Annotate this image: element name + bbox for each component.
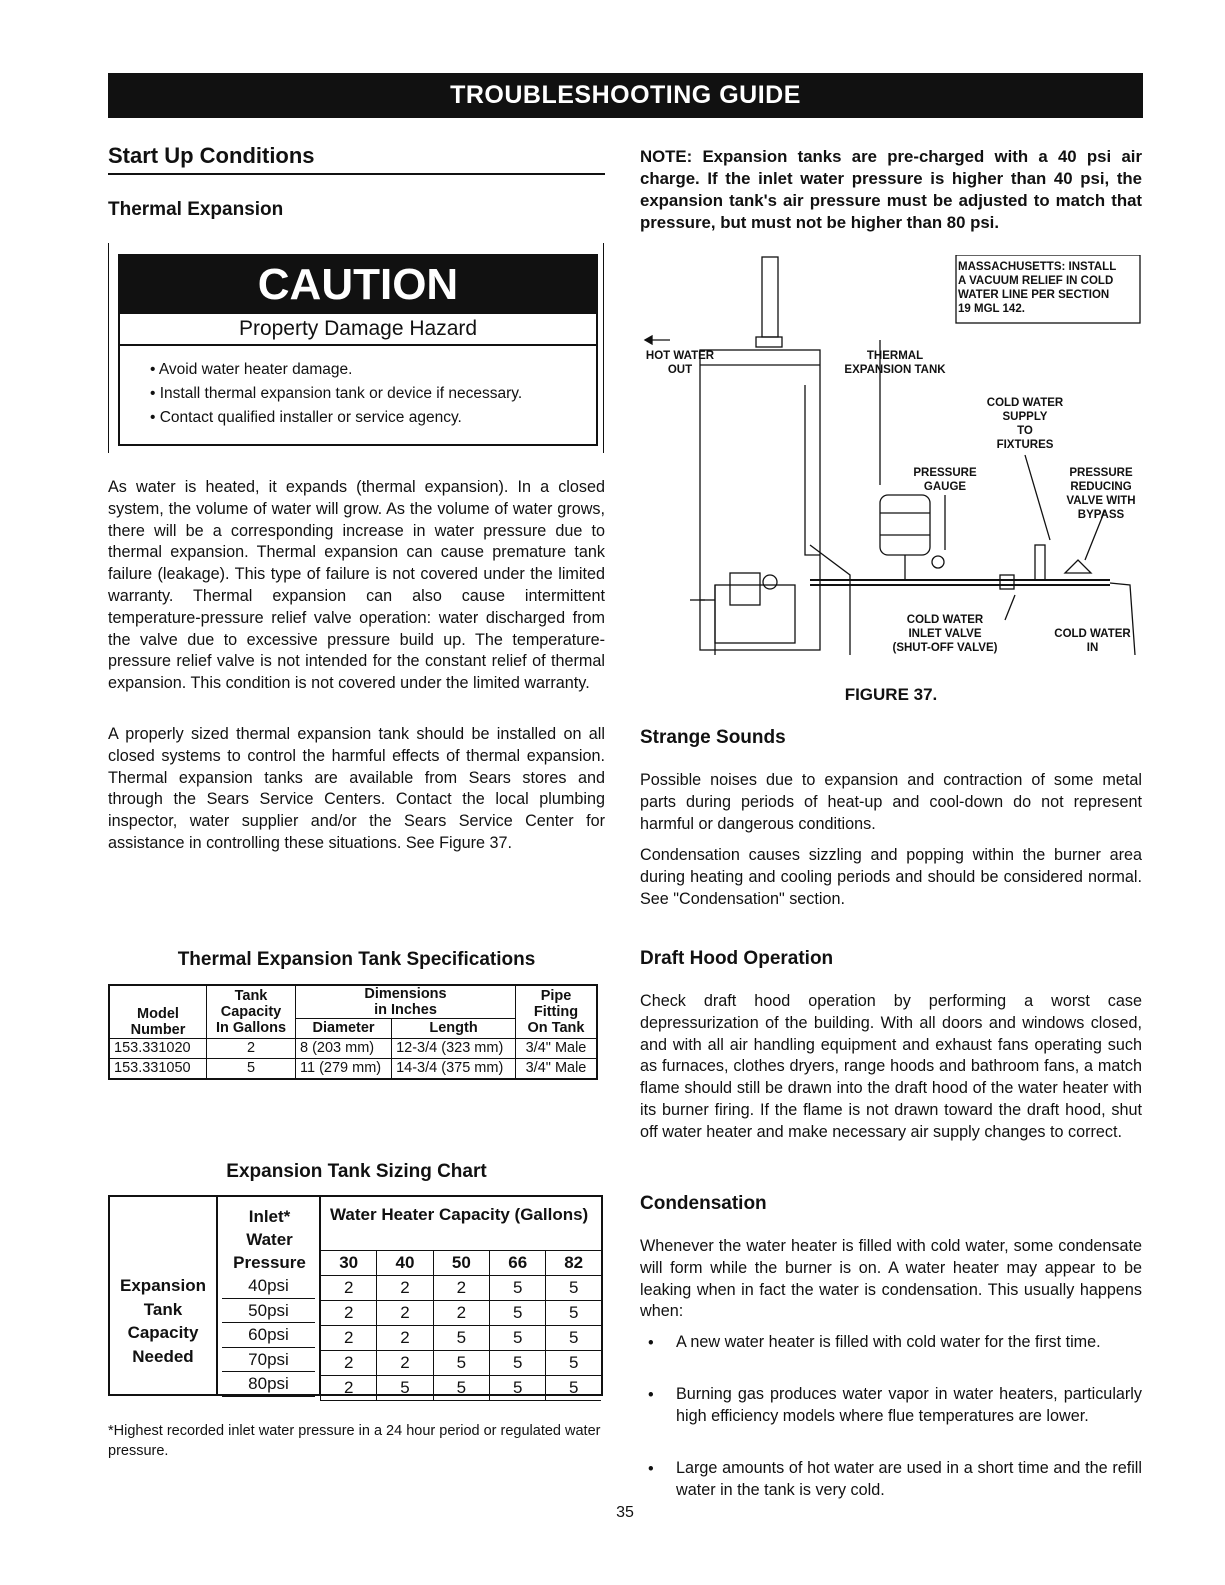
spec-header-line: Dimensions [364, 986, 447, 1002]
sizing-inlet-header-line: Inlet* [248, 1207, 291, 1226]
sizing-value-cell: 5 [546, 1376, 601, 1401]
reducing-valve-label-line: VALVE WITH [1066, 495, 1136, 507]
sizing-inlet-column [218, 1274, 319, 1397]
caution-box [118, 254, 598, 446]
sizing-row-label-line: Needed [132, 1346, 194, 1366]
sizing-value-cell: 5 [546, 1351, 601, 1376]
sizing-grid [320, 1250, 601, 1401]
hot-water-label-line: HOT WATER [645, 350, 715, 362]
spec-header-dimensions [296, 985, 516, 1018]
condensation-heading: Condensation [640, 1193, 767, 1214]
cold-inlet-dip [805, 385, 820, 555]
inlet-valve-label-line: COLD WATER [906, 614, 984, 626]
sizing-footnote: *Highest recorded inlet water pressure in a 24 hour period or regulated water pressure. [108, 1423, 601, 1459]
sizing-gallon-cell: 50 [433, 1251, 489, 1276]
sizing-gallon-cell: 30 [321, 1251, 377, 1276]
spec-header-diameter: Diameter [296, 1018, 392, 1038]
sizing-value-cell: 2 [321, 1326, 377, 1351]
flue-pipe [762, 257, 778, 337]
sizing-chart-title: Expansion Tank Sizing Chart [226, 1161, 487, 1182]
section-banner: TROUBLESHOOTING GUIDE [108, 73, 1143, 118]
thermal-expansion-heading: Thermal Expansion [108, 199, 284, 220]
spec-header-line: in Inches [374, 1002, 437, 1018]
sizing-gallons-header [321, 1251, 602, 1276]
spec-header-line: On Tank [527, 1019, 585, 1036]
draft-hood-paragraph: Check draft hood operation by performing a worst case depressurization of the building. With all doors and windows closed, and with all air handling equipment and exhaust fans operating such as furnaces, clothes dryers, range hoods and bathroom fans, a match flame should still be drawn into the draft hood of the water heater with its burner firing. If the flame is not drawn toward the draft hood, shut off water heater and make necessary air supply changes to correct. [640, 992, 1142, 1141]
sizing-value-cell: 5 [377, 1376, 433, 1401]
mass-note-line: A VACUUM RELIEF IN COLD [958, 275, 1114, 287]
page-number: 35 [616, 1504, 634, 1521]
cold-in-label-line: COLD WATER [1054, 628, 1131, 640]
sizing-value-cell: 2 [321, 1376, 377, 1401]
spec-cell: 2 [207, 1038, 296, 1058]
thermal-tank-label-line: EXPANSION TANK [844, 364, 946, 376]
sizing-value-cell: 5 [433, 1326, 489, 1351]
sizing-value-cell: 2 [377, 1351, 433, 1376]
spec-cell: 11 (279 mm) [296, 1058, 392, 1079]
bullet-marker: • [648, 1460, 654, 1478]
strange-sounds-paragraph-1: Possible noises due to expansion and contraction of some metal parts during periods of heat-up and cool-down do not represent harmful or dangerous conditions. [640, 771, 1142, 833]
sizing-value-cell: 2 [433, 1276, 489, 1301]
thermal-expansion-paragraph-2: A properly sized thermal expansion tank should be installed on all closed systems to control the harmful effects of thermal expansion. Thermal expansion tanks are available from Sears stores and through the Sears Service Centers. Contact the local plumbing inspector, water supplier and/or the Sears Service Center for assistance in controlling these situations. See Figure 37. [108, 725, 605, 852]
draft-hood-heading: Draft Hood Operation [640, 948, 834, 969]
spec-row [109, 1058, 597, 1079]
expansion-note: NOTE: Expansion tanks are pre-charged with a 40 psi air charge. If the inlet water pressure is higher than 40 psi, the expansion tank's air pressure must be adjusted to match that pressure, but must not be higher than 80 psi. [640, 147, 1142, 232]
sizing-chart [108, 1195, 603, 1396]
reducing-valve-label [1060, 466, 1142, 522]
reducing-valve-label-line: REDUCING [1070, 481, 1132, 493]
sizing-value-cell: 5 [490, 1301, 546, 1326]
sizing-value-cell: 2 [377, 1326, 433, 1351]
thermostat-knob [763, 575, 777, 589]
spec-header-line: Number [130, 1021, 186, 1038]
sizing-inlet-cell: 60psi [222, 1323, 315, 1348]
sizing-value-cell: 5 [546, 1326, 601, 1351]
thermal-expansion-paragraph-1: As water is heated, it expands (thermal expansion). In a closed system, the volume of water will grow. As the volume of water grows, there will be a corresponding increase in water pressure due to thermal expansion. Thermal expansion can cause premature tank failure (leakage). This type of failure is not covered under the limited warranty. Thermal expansion can also cause intermittent temperature-pressure relief valve operation: water discharged from the valve due to excessive pressure build up. The temperature-pressure relief valve is not intended for the constant relief of thermal expansion. This condition is not covered under the limited warranty. [108, 478, 605, 693]
sizing-inlet-header-line: Pressure [233, 1253, 306, 1272]
spec-header-model [109, 985, 207, 1038]
condensation-bullet: A new water heater is filled with cold water for the first time. [676, 1333, 1101, 1351]
sizing-gallon-cell: 82 [546, 1251, 601, 1276]
condensation-bullet: Large amounts of hot water are used in a short time and the refill water in the tank is very cold. [676, 1459, 1142, 1499]
mass-note [958, 260, 1138, 316]
sizing-value-cell: 5 [490, 1326, 546, 1351]
sizing-row-label-line: Expansion [120, 1276, 206, 1295]
figure-37 [640, 255, 1142, 670]
reducing-valve [1065, 560, 1091, 573]
sizing-row [321, 1326, 602, 1351]
reducing-valve-label-line: PRESSURE [1069, 467, 1133, 479]
spec-header-line: Capacity [220, 1003, 282, 1020]
cold-supply-label [980, 396, 1070, 452]
start-up-heading: Start Up Conditions [108, 143, 315, 168]
sizing-value-cell: 5 [433, 1351, 489, 1376]
caution-subtitle: Property Damage Hazard [120, 314, 596, 346]
sizing-value-cell: 2 [377, 1301, 433, 1326]
pressure-gauge-label-line: GAUGE [923, 481, 967, 493]
sizing-row-label-line: Tank [143, 1299, 183, 1319]
supply-riser [1035, 545, 1045, 580]
spec-table [108, 984, 598, 1080]
sizing-gallon-cell: 40 [377, 1251, 433, 1276]
mass-note-line: 19 MGL 142. [958, 303, 1025, 315]
sizing-value-cell: 5 [490, 1276, 546, 1301]
mass-note-line: MASSACHUSETTS: INSTALL [958, 261, 1117, 273]
spec-header-tank [207, 985, 296, 1038]
sizing-value-cell: 5 [546, 1276, 601, 1301]
sizing-value-cell: 5 [546, 1301, 601, 1326]
spec-cell: 153.331020 [109, 1038, 207, 1058]
hot-water-label-line: OUT [667, 364, 693, 376]
supply-leader [1025, 455, 1050, 540]
sizing-value-cell: 2 [321, 1351, 377, 1376]
condensation-bullet: Burning gas produces water vapor in water heaters, particularly high efficiency models where flue temperatures are lower. [676, 1385, 1142, 1425]
drain-line [810, 545, 850, 655]
gas-valve [730, 573, 760, 605]
spec-cell: 153.331050 [109, 1058, 207, 1079]
strange-sounds-heading: Strange Sounds [640, 727, 786, 748]
spec-header-line: In Gallons [215, 1019, 287, 1036]
shutoff-valve [1000, 575, 1014, 589]
inlet-valve-label-line: INLET VALVE [908, 628, 982, 640]
thermal-tank-label [830, 349, 960, 377]
cold-supply-label-line: COLD WATER [986, 397, 1064, 409]
expansion-tank [880, 495, 930, 555]
sizing-value-cell: 2 [433, 1301, 489, 1326]
inlet-valve-label-line: (SHUT-OFF VALVE) [892, 642, 998, 654]
sizing-inlet-header [218, 1205, 321, 1274]
sizing-inlet-cell: 70psi [222, 1348, 315, 1373]
spec-header-line: Tank [234, 987, 268, 1004]
spec-header-length: Length [392, 1018, 516, 1038]
spec-cell: 3/4" Male [516, 1038, 598, 1058]
sizing-inlet-cell: 50psi [222, 1299, 315, 1324]
spec-header-line: Model [137, 1005, 179, 1022]
bullet-marker: • [648, 1334, 654, 1352]
caution-item: • Contact qualified installer or service agency. [150, 409, 462, 426]
spec-cell: 3/4" Male [516, 1058, 598, 1079]
mass-note-line: WATER LINE PER SECTION [958, 289, 1110, 301]
strange-sounds-paragraph-2: Condensation causes sizzling and popping within the burner area during heating and cooling periods and should be considered normal. See "Condensation" section. [640, 846, 1142, 908]
cold-supply-label-line: FIXTURES [996, 439, 1054, 451]
sizing-capacity-header: Water Heater Capacity (Gallons) [330, 1205, 589, 1224]
sizing-value-cell: 2 [321, 1301, 377, 1326]
condensation-paragraph: Whenever the water heater is filled with cold water, some condensate will form while the burner is on. A water heater may appear to be leaking when in fact the water is condensation. This usually happens when: [640, 1237, 1142, 1321]
caution-frame-left [108, 243, 109, 453]
thermal-tank-label-line: THERMAL [866, 350, 924, 362]
burner-access [715, 585, 795, 643]
spec-table-title: Thermal Expansion Tank Specifications [177, 949, 536, 970]
cold-supply-label-line: TO [1017, 425, 1033, 437]
inlet-valve-label [880, 613, 1010, 655]
pressure-gauge-label-line: PRESSURE [913, 467, 977, 479]
cold-in-label [1045, 627, 1140, 655]
pressure-gauge [932, 556, 944, 568]
sizing-value-cell: 5 [490, 1376, 546, 1401]
bullet-marker: • [648, 1386, 654, 1404]
spec-row [109, 1038, 597, 1058]
sizing-row [321, 1276, 602, 1301]
sizing-row [321, 1351, 602, 1376]
sizing-value-cell: 5 [490, 1351, 546, 1376]
sizing-row [321, 1376, 602, 1401]
caution-frame-right [603, 243, 604, 453]
sizing-row-label-line: Capacity [127, 1323, 199, 1342]
spec-header-line: Pipe [540, 987, 572, 1004]
sizing-row-label [110, 1274, 216, 1368]
caution-title: CAUTION [120, 256, 596, 314]
figure-caption: FIGURE 37. [844, 685, 938, 704]
caution-item: • Install thermal expansion tank or device if necessary. [150, 385, 523, 402]
sizing-inlet-cell: 80psi [222, 1372, 315, 1397]
spec-cell: 12-3/4 (323 mm) [392, 1038, 516, 1058]
caution-list [150, 358, 596, 430]
spec-header-line: Fitting [533, 1003, 579, 1020]
sizing-inlet-cell: 40psi [222, 1274, 315, 1299]
spec-cell: 8 (203 mm) [296, 1038, 392, 1058]
sizing-value-cell: 5 [433, 1376, 489, 1401]
cold-supply-label-line: SUPPLY [1002, 411, 1048, 423]
spec-cell: 5 [207, 1058, 296, 1079]
water-heater-diagram [640, 255, 1142, 670]
spec-header-pipe [516, 985, 598, 1038]
pressure-gauge-label [905, 466, 985, 494]
heading-rule [108, 173, 605, 175]
sizing-value-cell: 2 [321, 1276, 377, 1301]
sizing-row [321, 1301, 602, 1326]
cold-in-label-line: IN [1086, 642, 1099, 654]
sizing-value-cell: 2 [377, 1276, 433, 1301]
sizing-inlet-header-line: Water [246, 1230, 293, 1249]
sizing-gallon-cell: 66 [490, 1251, 546, 1276]
spec-cell: 14-3/4 (375 mm) [392, 1058, 516, 1079]
caution-item: • Avoid water heater damage. [150, 361, 353, 378]
reducing-valve-label-line: BYPASS [1077, 509, 1125, 521]
hot-water-label [640, 349, 720, 377]
